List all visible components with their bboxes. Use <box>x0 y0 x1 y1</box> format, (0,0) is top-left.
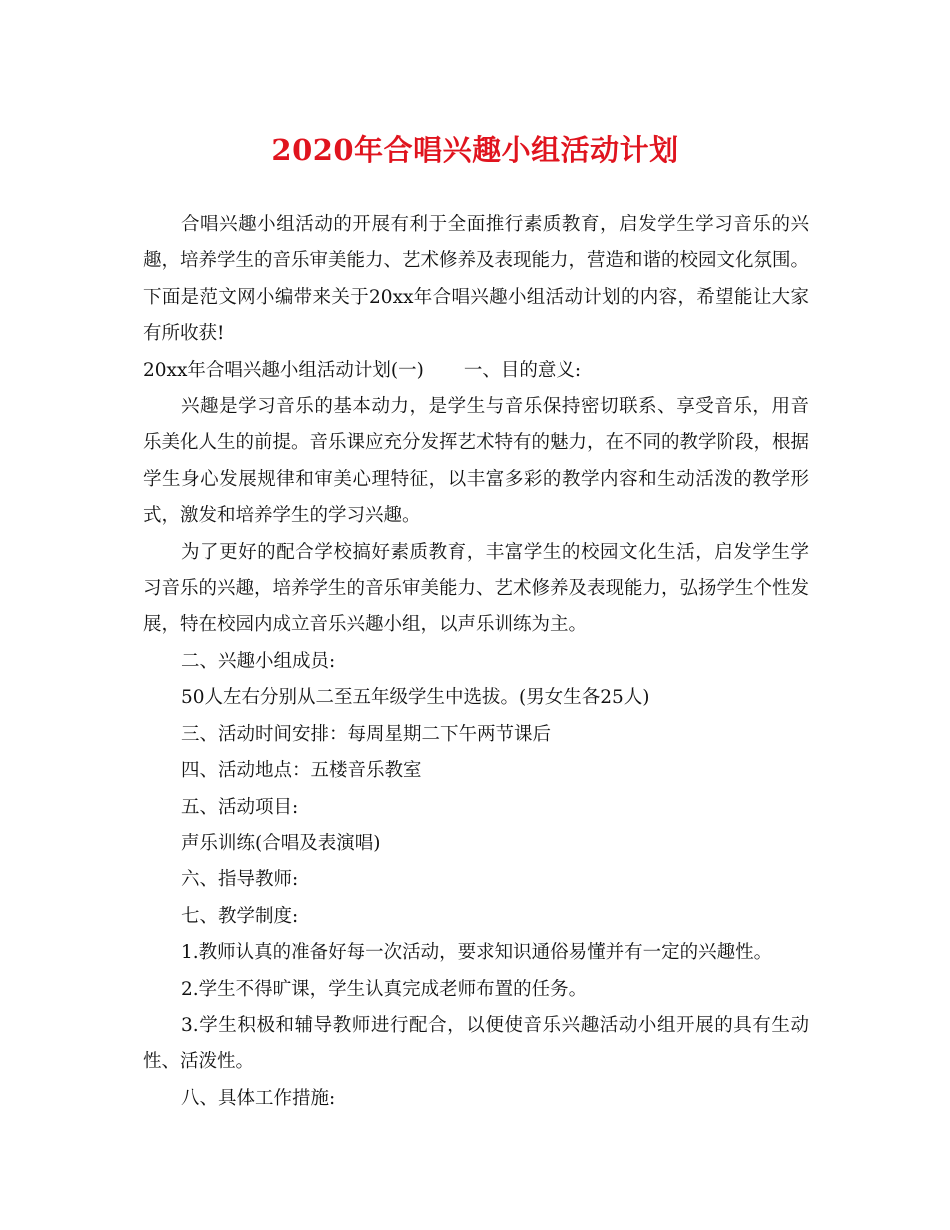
intro-paragraph: 合唱兴趣小组活动的开展有利于全面推行素质教育，启发学生学习音乐的兴趣，培养学生的音乐审美能力、艺术修养及表现能力，营造和谐的校园文化氛围。下面是范文网小编带来关于20xx年合唱兴趣小组活动计划的内容，希望能让大家有所收获! <box>143 214 810 345</box>
document-body <box>143 207 809 1117</box>
section2-heading: 二、兴趣小组成员: <box>181 650 336 672</box>
members-paragraph: 50人左右分别从二至五年级学生中选拔。(男女生各25人) <box>181 687 650 709</box>
rule-1: 1.教师认真的准备好每一次活动，要求知识通俗易懂并有一定的兴趣性。 <box>181 942 773 964</box>
plan-heading: 20xx年合唱兴趣小组活动计划(一) <box>143 359 424 381</box>
section6-heading: 六、指导教师: <box>181 869 299 891</box>
section5-heading: 五、活动项目: <box>181 796 299 818</box>
rule-2: 2.学生不得旷课，学生认真完成老师布置的任务。 <box>181 978 588 1000</box>
section8-heading: 八、具体工作措施: <box>181 1087 336 1109</box>
section4-paragraph: 四、活动地点：五楼音乐教室 <box>181 760 422 782</box>
section7-heading: 七、教学制度: <box>181 905 299 927</box>
document-title: 2020年合唱兴趣小组活动计划 <box>271 133 679 167</box>
rule-3: 3.学生积极和辅导教师进行配合，以便使音乐兴趣活动小组开展的具有生动性、活泼性。 <box>143 1014 809 1073</box>
plan-heading-line <box>143 353 809 389</box>
purpose-paragraph: 为了更好的配合学校搞好素质教育，丰富学生的校园文化生活，启发学生学习音乐的兴趣，培养学生的音乐审美能力、艺术修养及表现能力，弘扬学生个性发展，特在校园内成立音乐兴趣小组，以声乐训练为主。 <box>143 541 810 636</box>
section3-paragraph: 三、活动时间安排：每周星期二下午两节课后 <box>181 723 552 745</box>
section1-heading: 一、目的意义: <box>463 359 582 381</box>
activity-item: 声乐训练(合唱及表演唱) <box>181 832 381 854</box>
interest-paragraph: 兴趣是学习音乐的基本动力，是学生与音乐保持密切联系、享受音乐，用音乐美化人生的前提。音乐课应充分发挥艺术特有的魅力，在不同的教学阶段，根据学生身心发展规律和审美心理特征，以丰富多彩的教学内容和生动活泼的教学形式，激发和培养学生的学习兴趣。 <box>143 396 810 527</box>
